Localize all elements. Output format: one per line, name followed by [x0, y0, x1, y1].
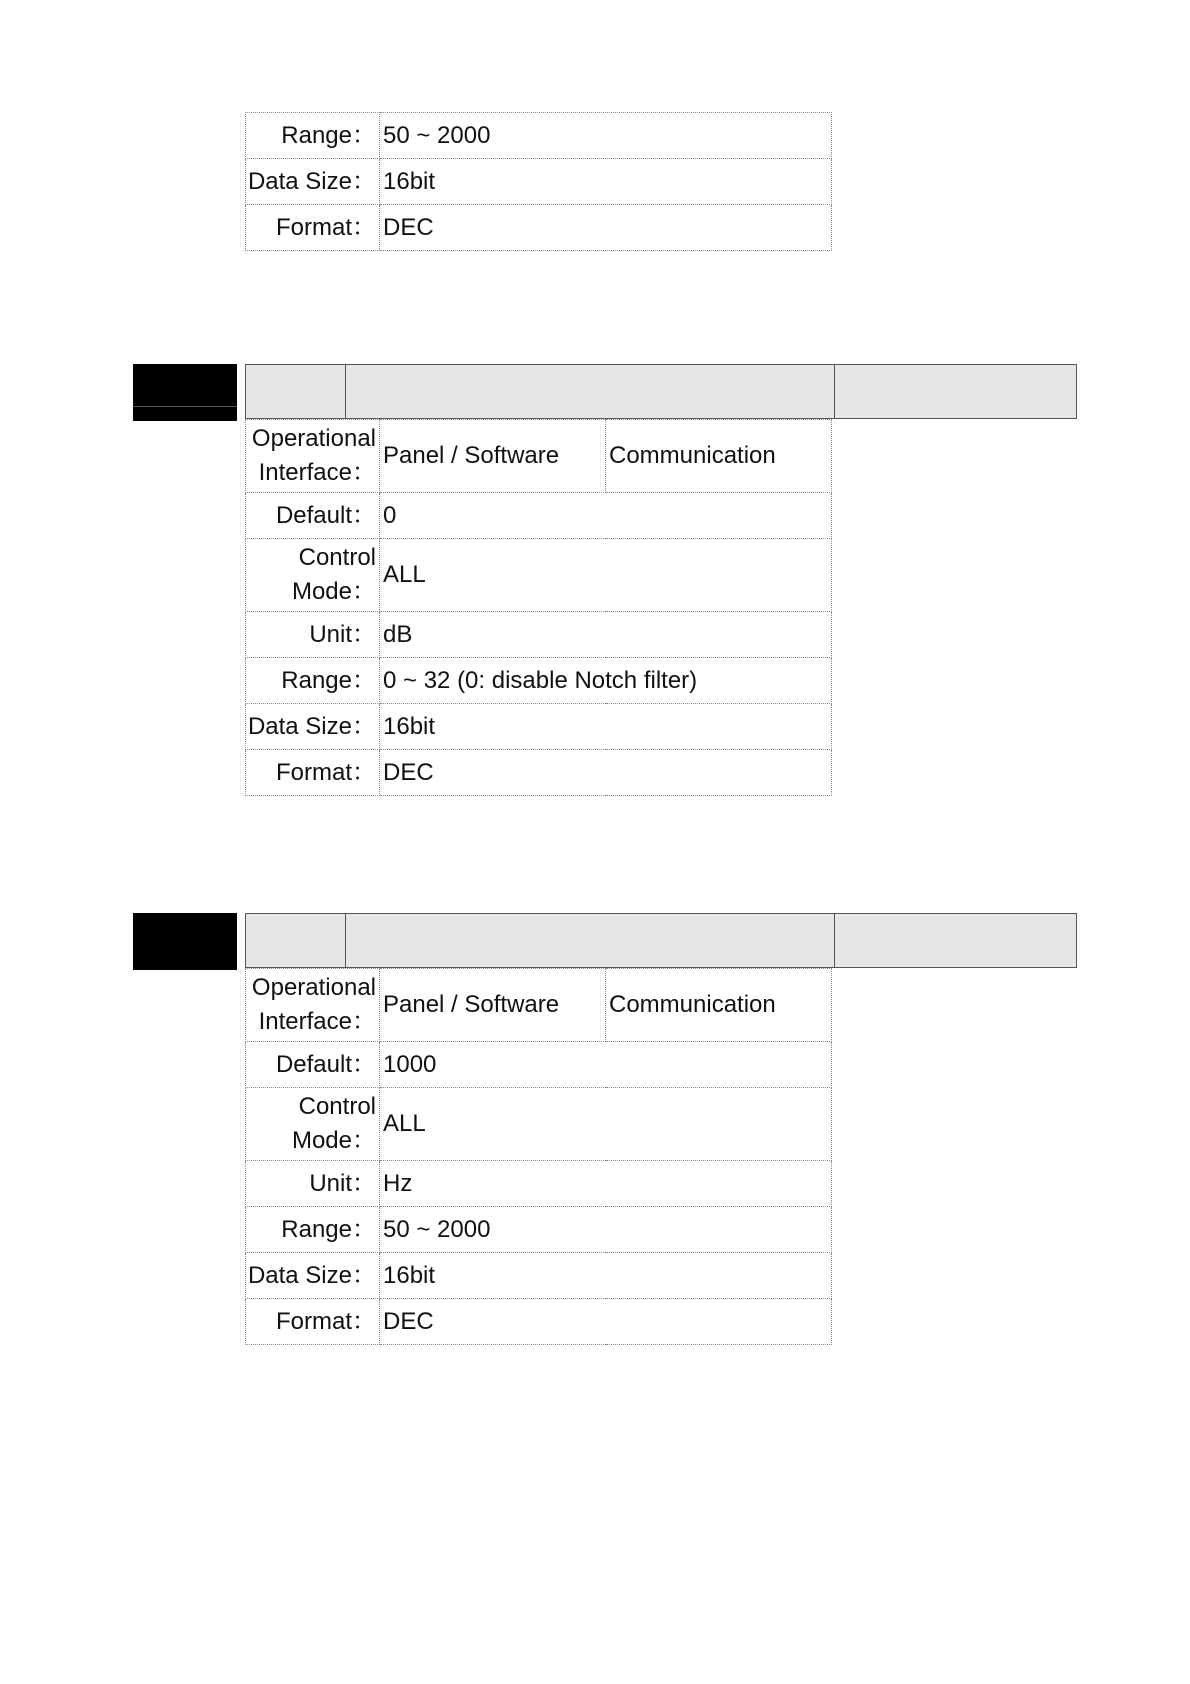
- param-b-header-name-cell: [346, 913, 835, 968]
- unit-label: Unit：: [246, 612, 380, 658]
- data-size-label: Data Size：: [246, 159, 380, 205]
- control-mode-row: [246, 1088, 832, 1161]
- param-b-header: [245, 913, 1077, 968]
- data-size-row: [246, 159, 832, 205]
- data-size-value: 16bit: [380, 1253, 832, 1299]
- operational-interface-label: Operational Interface：: [246, 969, 380, 1042]
- format-row: [246, 1299, 832, 1345]
- default-value: 0: [380, 493, 832, 539]
- communication-option: Communication: [606, 969, 832, 1042]
- panel-software-option: Panel / Software: [380, 969, 606, 1042]
- unit-row: [246, 1161, 832, 1207]
- param-b-property-table: [245, 968, 832, 1345]
- data-size-label: Data Size：: [246, 1253, 380, 1299]
- control-mode-row: [246, 539, 832, 612]
- range-label: Range：: [246, 1207, 380, 1253]
- control-mode-label: Control Mode：: [246, 539, 380, 612]
- data-size-value: 16bit: [380, 159, 832, 205]
- operational-interface-row: [246, 969, 832, 1042]
- range-label: Range：: [246, 658, 380, 704]
- range-row: [246, 658, 832, 704]
- default-row: [246, 1042, 832, 1088]
- unit-value: dB: [380, 612, 832, 658]
- top-property-table: [245, 112, 832, 251]
- unit-row: [246, 612, 832, 658]
- range-value: 50 ~ 2000: [380, 113, 832, 159]
- format-value: DEC: [380, 750, 832, 796]
- param-a-header: [245, 364, 1077, 419]
- param-a-tab: [133, 364, 237, 421]
- format-row: [246, 205, 832, 251]
- range-value: 50 ~ 2000: [380, 1207, 832, 1253]
- range-label: Range：: [246, 113, 380, 159]
- format-value: DEC: [380, 205, 832, 251]
- format-value: DEC: [380, 1299, 832, 1345]
- default-value: 1000: [380, 1042, 832, 1088]
- default-label: Default：: [246, 493, 380, 539]
- range-row: [246, 113, 832, 159]
- range-row: [246, 1207, 832, 1253]
- param-b-header-address-cell: [835, 913, 1077, 968]
- format-row: [246, 750, 832, 796]
- communication-option: Communication: [606, 420, 832, 493]
- panel-software-option: Panel / Software: [380, 420, 606, 493]
- param-a-property-table: [245, 419, 832, 796]
- format-label: Format：: [246, 205, 380, 251]
- range-value: 0 ~ 32 (0: disable Notch filter): [380, 658, 832, 704]
- data-size-value: 16bit: [380, 704, 832, 750]
- unit-label: Unit：: [246, 1161, 380, 1207]
- control-mode-value: ALL: [380, 539, 832, 612]
- control-mode-value: ALL: [380, 1088, 832, 1161]
- param-a-header-code-cell: [245, 364, 346, 419]
- control-mode-label: Control Mode：: [246, 1088, 380, 1161]
- param-a-header-name-cell: [346, 364, 835, 419]
- format-label: Format：: [246, 1299, 380, 1345]
- param-a-header-address-cell: [835, 364, 1077, 419]
- operational-interface-label: Operational Interface：: [246, 420, 380, 493]
- default-row: [246, 493, 832, 539]
- data-size-row: [246, 704, 832, 750]
- format-label: Format：: [246, 750, 380, 796]
- unit-value: Hz: [380, 1161, 832, 1207]
- tab-stripe: [133, 406, 237, 407]
- operational-interface-row: [246, 420, 832, 493]
- default-label: Default：: [246, 1042, 380, 1088]
- param-b-tab: [133, 913, 237, 970]
- data-size-label: Data Size：: [246, 704, 380, 750]
- data-size-row: [246, 1253, 832, 1299]
- param-b-header-code-cell: [245, 913, 346, 968]
